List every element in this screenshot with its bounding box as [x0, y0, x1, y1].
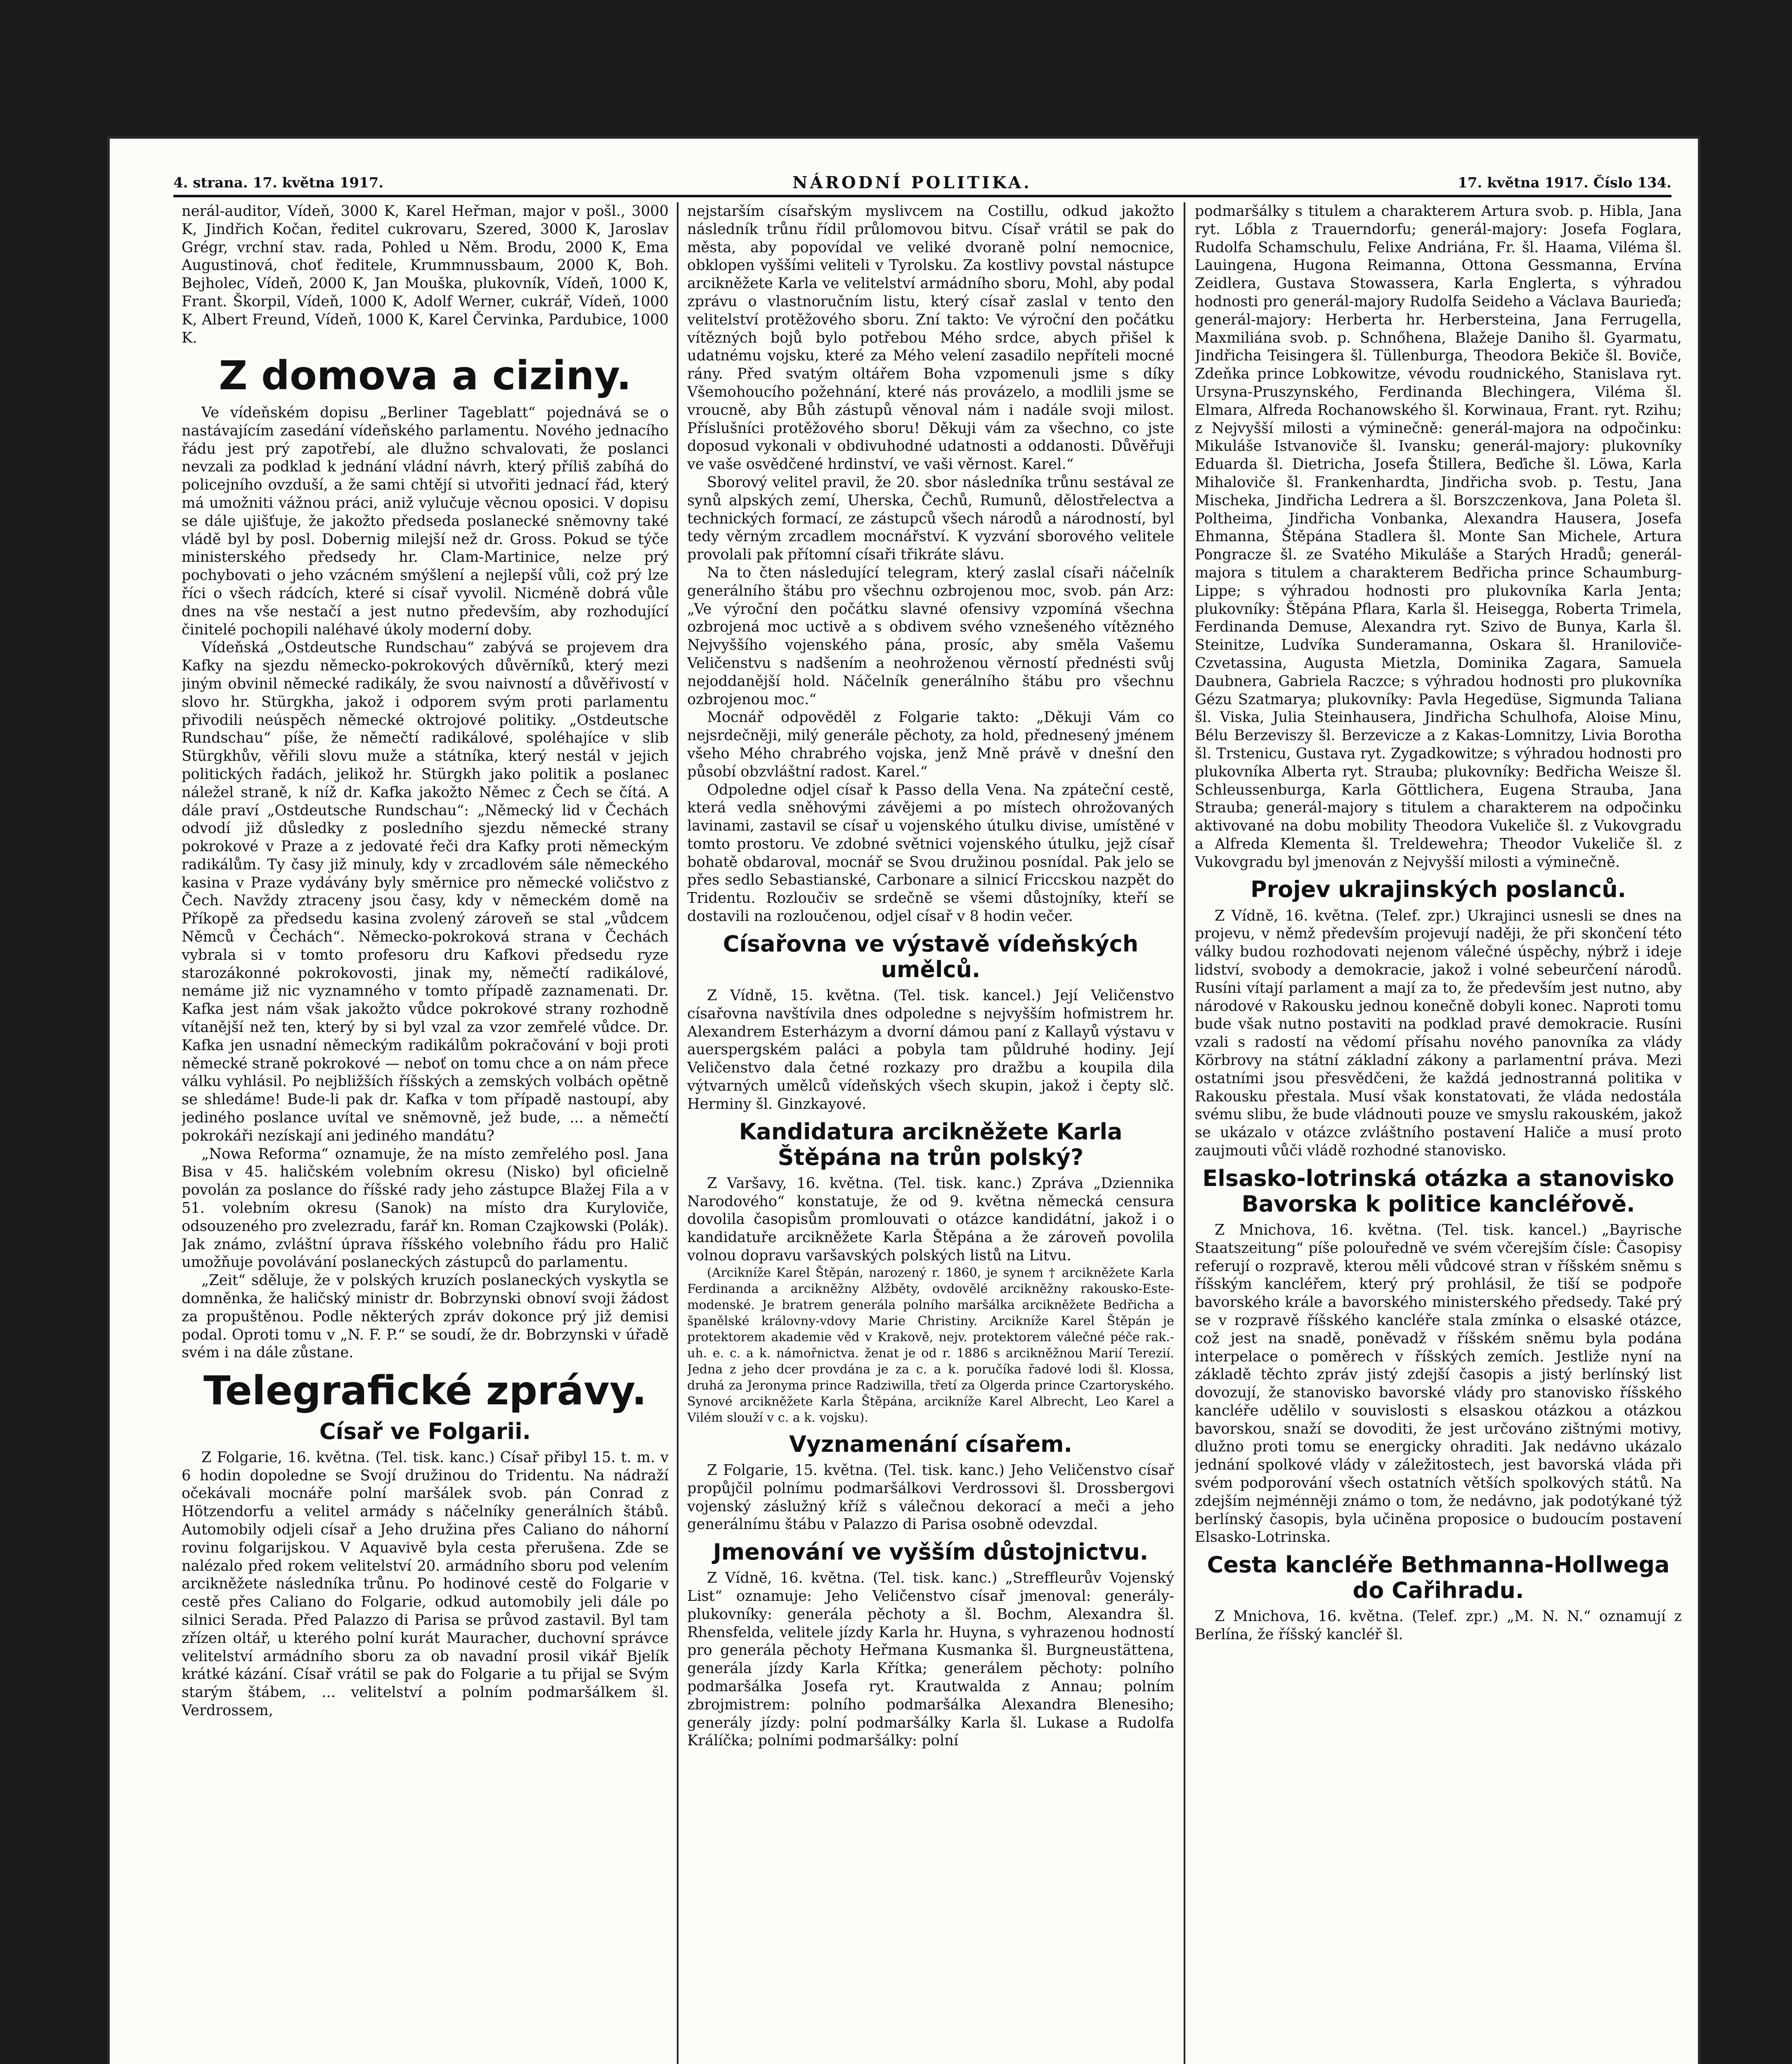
article-heading: Elsasko-lotrinská otázka a stanovisko Bavorska k politice kancléřově.	[1202, 1165, 1674, 1217]
header-right: 17. května 1917. Číslo 134.	[1458, 175, 1671, 191]
article-heading: Cesta kancléře Bethmanna-Hollwega do Cařihradu.	[1207, 1552, 1670, 1604]
paragraph: Mocnář odpověděl z Folgarie takto: „Děkuji Vám co nejsrdečněji, milý generále pěchoty, za hold, přednesený jménem všeho Mého chrabrého vojska, jenž Mně právě v dnešní den působí obzvláštní radost. Karel.“	[687, 709, 1174, 780]
section-heading: Telegrafické zprávy.	[203, 1368, 647, 1414]
paragraph: Z Mnichova, 16. května. (Tel. tisk. kancel.) „Bayrische Staatszeitung“ píše polouředně ve svém včerejším čísle: Časopisy referují o rozpravě, kterou měli vůdcové stran v říšském sněmu s říšským kancléřem, který prý prohlásil, že tiší se podpoře bavorského krále a bavorského ministerského předsedy. Také prý se v rozpravě říšského kancléře stala zmínka o elsaské otázce, což jest na snadě, poněvadž v říšském sněmu byla podána interpelace o poměrech v říšských zemích. Jestliže nyní na základě těchto zpráv jistý zdejší časopis a jistý berlínský list dovozují, že stanovisko bavorské vlády pro stanovisko říšského kancléře udělilo v souvislosti s elsaskou otázkou a otázkou bavorskou, snaží se dovoditi, že jest určováno zištnými motivy, dlužno proti tomu se energicky ohraditi. Jak nedávno ukázalo jednání spolkové vlády v záležitostech, jest bavorská vláda při svém podporování všech ostatních větších spolkových států. Na zdejším nejménněji známo o tom, že nedávno, jak podotýkané týž berlínský časopis, byla učiněna proposice o budoucím postavení Elsasko-Lotrinska.	[1195, 1221, 1682, 1546]
paragraph: nerál-auditor, Vídeň, 3000 K, Karel Heřman, major v pošl., 3000 K, Jindřich Kočan, ředitel cukrovaru, Szered, 3000 K, Jaroslav Grégr, vrchní stav. rada, Pohled u Něm. Brodu, 2000 K, Ema Augustinová, choť ředitele, Krummnussbaum, 2000 K, Boh. Bejholec, Vídeň, 2000 K, Jan Mouška, plukovník, Vídeň, 1000 K, Frant. Škorpil, Vídeň, 1000 K, Adolf Werner, cukrář, Vídeň, 1000 K, Albert Freund, Vídeň, 1000 K, Karel Červinka, Pardubice, 1000 K.	[182, 203, 669, 346]
paragraph: Z Vídně, 16. května. (Telef. zpr.) Ukrajinci usnesli se dnes na projevu, v němž především projevují naději, že při skončení této války budou rozhodovati nejenom válečné úspěchy, nýbrž i ideje lidství, svobody a demokracie, jakož i volné sebeurčení národů. Rusíni vítají parlament a mají za to, že především jest nutno, aby národové v Rakousku jednou konečně dobyli konec. Naproti tomu bude však nutno postaviti na podklad pravé demokracie. Rusíni vzali s radostí na vědomí přísahu nového panovníka za vlády Körbrovy na státní základní zákony a parlamentní práva. Mezi ostatními jsou přesvědčeni, že každá jednostranná politika v Rakousku přestala. Musí však konstatovati, že vláda nedostála svému slibu, že bude vládnouti pouze ve smyslu rakouském, jakož se ukázalo v otázce zvláštního postavení Haliče a musí proto zaujmouti vůči vládě rozhodné stanovisko.	[1195, 907, 1682, 1159]
header-masthead: NÁRODNÍ POLITIKA.	[792, 173, 1032, 192]
header-left: 4. strana. 17. května 1917.	[173, 175, 384, 191]
column-3	[1195, 202, 1682, 2064]
article-heading: Jmenování ve vyšším důstojnictvu.	[713, 1539, 1149, 1565]
paragraph: Sborový velitel pravil, že 20. sbor následníka trůnu sestával ze synů alpských zemí, Uherska, Čechů, Rumunů, dělostřelectva a technických formací, ze zástupců všech národů a národností, byl tedy věrným zrcadlem mocnářství. K vyzvání sborového velitele provolali pak přítomní císaři třikráte slávu.	[687, 473, 1174, 563]
paragraph: „Zeit“ sděluje, že v polských kruzích poslaneckých vyskytla se domněnka, že haličský ministr dr. Bobrzynski obnoví svoji žádost za propuštěnou. Podle některých zpráv dokonce prý již demisi podal. Oproti tomu v „N. F. P.“ se soudí, že dr. Bobrzynski v úřadě svém i na dále zůstane.	[182, 1272, 669, 1361]
article-heading: Císař ve Folgarii.	[319, 1418, 531, 1444]
column-divider	[1184, 202, 1185, 2064]
paragraph: Z Folgarie, 15. května. (Tel. tisk. kanc.) Jeho Veličenstvo císař propůjčil polnímu podmaršálkovi Verdrossovi šl. Drossbergovi vojenský záslužný kříž s válečnou dekorací a meči a jeho generálnímu štábu v Palazzo di Parisa osobně odevzdal.	[687, 1461, 1174, 1533]
paragraph: Ve vídeňském dopisu „Berliner Tageblatt“ pojednává se o nastávajícím zasedání vídeňského parlamentu. Nového jednacího řádu jest prý zapotřebí, ale dlužno schvalovati, že poslanci nevzali za podklad k jednání vládní návrh, který příliš zabíhá do policejního ovzduší, a že sami chtějí si utvořiti jednací řád, který má umožniti vážnou práci, aniž vylučuje věcnou oposici. V dopisu se dále ujišťuje, že jakožto předseda poslanecké sněmovny také vládě byl by posl. Dobernig milejší než dr. Gross. Pokud se týče ministerského předsedy hr. Clam-Martinice, nelze prý pochybovati o jeho vzácném smýšlení a nejlepší vůli, což prý lze říci o všech rádcích, které si císař vyvolil. Nicméně dobrá vůle dnes na vše nestačí a jest nutno především, aby rozhodující činitelé pochopili naléhavé úkoly moderní doby.	[182, 404, 669, 638]
paragraph: „Nowa Reforma“ oznamuje, že na místo zemřelého posl. Jana Bisa v 45. haličském volebním okresu (Nisko) byl oficielně povolán za poslance do říšské rady jeho zástupce Blažej Fila a v 51. volebním okresu (Sanok) na místo dra Kuryloviče, odsouzeného pro zvelezradu, farář kn. Roman Czajkowski (Polák). Jak známo, zvláštní úprava říšského volebního řádu pro Halič umožňuje povolávání poslaneckých zástupců do parlamentu.	[182, 1145, 669, 1271]
article-heading: Vyznamenání císařem.	[789, 1431, 1072, 1457]
column-2	[687, 202, 1174, 2064]
paragraph: Z Varšavy, 16. května. (Tel. tisk. kanc.) Zpráva „Dziennika Narodového“ konstatuje, že od 9. května německá censura dovolila časopisům promlouvati o otázce kandidátní, jakož i o kandidatuře arcikněžete Karla Štěpána a že zároveň povolila volnou dopravu varšavských polských listů na Litvu.	[687, 1174, 1174, 1264]
paragraph: nejstarším císařským myslivcem na Costillu, odkud jakožto následník trůnu řídil průlomovou bitvu. Císař vrátil se pak do města, aby popovídal ve veliké dvoraně polní nemocnice, obklopen vyššími veliteli v Tyrolsku. Za kostlivy povstal nástupce arcikněžete Karla ve velitelství armádního sboru, Mohl, aby podal zprávu o vlastnoručním listu, který císař zaslal v tento den velitelství protěžového sboru. Zní takto: Ve výroční den počátku vítězných bojů bylo potřebou Mého srdce, abych přišel k udatnému vojsku, které za Mého velení zasadilo nepříteli mocné rány. Před svatým oltářem Boha vzpomenuli jsme s díky Všemohoucího požehnání, které nás provázelo, a modlili jsme se vroucně, aby Bůh zástupů věnoval nám i nadále svoji milost. Příslušníci protěžového sboru! Děkuji vám za všechno, co jste doposud vykonali v obdivuhodné udatnosti a oddanosti. Důvěřuji ve vaše osvědčené hrdinství, ve vaši věrnost. Karel.“	[687, 203, 1174, 473]
article-heading: Kandidatura arcikněžete Karla Štěpána na trůn polský?	[739, 1118, 1123, 1170]
paragraph: Odpoledne odjel císař k Passo della Vena. Na zpáteční cestě, která vedla sněhovými závějemi a po místech ohrožovaných lavinami, zastavil se císař u vojenského útulku divise, umístěné v tomto prostoru. Ve zdobné světnici vojenského útulku, jejž císař bohatě obdaroval, mocnář se Svou družinou posnídal. Pak jelo se přes sedlo Sebastianské, Carbonare a silnicí Friccskou nazpět do Tridentu. Rozloučiv se srdečně se všemi důstojníky, kteří se dostavili na rozloučenou, odjel císař v 8 hodin večer.	[687, 781, 1174, 925]
page-header	[173, 171, 1671, 196]
article-heading: Císařovna ve výstavě vídeňských umělců.	[723, 930, 1139, 982]
section-heading: Z domova a ciziny.	[219, 353, 631, 399]
column-1	[182, 202, 669, 2064]
paragraph: Z Mnichova, 16. května. (Telef. zpr.) „M. N. N.“ oznamují z Berlína, že říšský kancléř šl.	[1195, 1608, 1682, 1643]
header-rule	[173, 195, 1671, 197]
column-divider	[677, 202, 679, 2064]
paragraph: Na to čten následující telegram, který zaslal císaři náčelník generálního štábu pro všechnu ozbrojenou moc, svob. pán Arz: „Ve výroční den počátku slavné ofensivy vzpomíná všechna ozbrojená moc uctivě a s obdivem svého vznešeného vítězného Nejvyššího vojenského pána, prosíc, aby směla Vašemu Veličenstvu s nadšením a neohroženou věrností přednésti svůj nejoddanější hold. Náčelník generálního štábu pro všechnu ozbrojenou moc.“	[687, 564, 1174, 708]
paragraph: podmaršálky s titulem a charakterem Artura svob. p. Hibla, Jana ryt. Lőbla z Trauerndorfu; generál-majory: Josefa Foglara, Rudolfa Schamschulu, Felixe Andriána, Fr. šl. Haama, Viléma šl. Lauingena, Hugona Reimanna, Ottona Gessmanna, Ervína Zeidlera, Gustava Stowassera, Karla Englerta, s výhradou hodnosti pro generál-majory Rudolfa Seideho a Václava Baurieďa; generál-majory: Herberta hr. Herbersteina, Jana Ferrugella, Maxmiliána svob. p. Schnőhena, Blažeje Daniho šl. Gyarmatu, Jindřicha Teisingera šl. Tüllenburga, Theodora Bekiče šl. Boviče, Zdeňka prince Lobkowitze, vévodu roudnického, Stanislava ryt. Ursyna-Pruszynského, Ferdinanda Blechingera, Viléma šl. Elmara, Alfreda Rochanowského šl. Korwinaua, Frant. ryt. Rzihu; z Nejvyšší milosti a výminečně: generál-majora na odpočinku: Mikuláše Istvanoviče šl. Ivansku; generál-majory: plukovníky Eduarda šl. Dietricha, Josefa Štillera, Beďiche šl. Löwa, Karla Mihaloviče šl. Frankenhardta, Jindřicha svob. p. Testu, Jana Mischeka, Jindřicha Ledrera a šl. Borszczenkova, Jana Poleta šl. Poltheima, Jindřicha Vonbanka, Alexandra Hausera, Josefa Ehmanna, Štěpána Stadlera šl. Monte San Michele, Artura Pongracze šl. ze Svatého Mikuláše a Starých Hradů; generál-majora s titulem a charakterem Bedřicha prince Schaumburg-Lippe; s výhradou hodnosti pro plukovníka Karla Jenta; plukovníky: Štěpána Pflara, Karla šl. Heisegga, Roberta Trimela, Ferdinanda Demuse, Alexandra ryt. Szivo de Bunya, Karla šl. Steinitze, Ludvíka Sunderamanna, Oskara šl. Hraniloviče-Czvetassina, Augusta Mietzla, Dominika Zagara, Samuela Daubnera, Gabriela Raczce; s výhradou hodnosti pro plukovníka Gézu Szatmarya; plukovníky: Pavla Hegedüse, Sigmunda Taliana šl. Viska, Julia Steinhausera, Jindřicha Schulhofa, Aloise Minu, Bélu Berzeviszy šl. Berzevicze a z Kakas-Lomnitzy, Livia Borotha šl. Trstenicu, Gustava ryt. Zygadkowitze; s výhradou hodnosti pro plukovníka Alberta ryt. Strauba; plukovníky: Bedřicha Weisze šl. Schleussenburga, Karla Göttlichera, Eugena Strauba, Jana Strauba; generál-majory s titulem a charakterem na odpočinku aktivované na dobu mobility Theodora Vukeliče šl. z Vukovgradu a Alfreda Klementa šl. Treldewehra; Theodor Vukeliče šl. z Vukovgradu byl jmenován z Nejvyšší milosti a výminečně.	[1195, 203, 1682, 871]
paragraph-note: (Arcikníže Karel Štěpán, narozený r. 1860, je synem † arcikněžete Karla Ferdinanda a arcikněžny Alžběty, ovdovělé arcikněžny rakousko-Este-modenské. Je bratrem generála polního maršálka arcikněžete Bedřicha a španělské královny-vdovy Marie Christiny. Arcikníže Karel Štěpán je protektorem akademie věd v Krakově, nejv. protektorem válečné péče rak.-uh. e. c. a k. námořnictva. ženat je od r. 1886 s arcikněžnou Marií Terezií. Jedna z jeho dcer provdána je za c. a k. poručíka řadové lodi šl. Klossa, druhá za Jeronyma prince Radziwilla, třetí za Olgerda prince Czartoryského. Synové arcikněžete Karla Štěpána, arcikníže Karel Albrecht, Leo Karel a Vilém slouží v c. a k. vojsku).	[687, 1265, 1174, 1425]
paragraph: Z Vídně, 15. května. (Tel. tisk. kancel.) Její Veličenstvo císařovna navštívila dnes odpoledne s nejvyšším hofmistrem hr. Alexandrem Esterházym a dvorní dámou paní z Kallayů výstavu v auerspergském paláci a pobyla tam půldruhé hodiny. Její Veličenstvo dala četné rozkazy pro dražbu a koupila dila výtvarných umělců vídeňských všech skupin, jakož i čepty slč. Herminy šl. Ginzkayové.	[687, 987, 1174, 1112]
article-heading: Projev ukrajinských poslanců.	[1250, 876, 1627, 903]
paragraph: Vídeňská „Ostdeutsche Rundschau“ zabývá se projevem dra Kafky na sjezdu německo-pokrokových důvěrníků, který mezi jiným obvinil německé radikály, že svou naivností a důvěřivostí v slovo hr. Stürgkha, jakož i odporem svým proti parlamentu přivodili neúspěch německé oktrojové politiky. „Ostdeutsche Rundschau“ píše, že němečtí radikálové, spoléhajíce v slib Stürgkhův, věřili slovu muže a státníka, který nestál v jejich politických řadách, jelikož hr. Stürgkh jako politik a poslanec náležel straně, k níž dr. Kafka jakožto Němec z Čech se čítá. A dále praví „Ostdeutsche Rundschau“: „Německý lid v Čechách odvodí již důsledky z posledního sjezdu německé strany pokrokové v Praze a z jedovaté řeči dra Kafky proti německým radikálům. Ty časy již minuly, kdy v zrcadlovém sále německého kasina v Praze vydávány byly směrnice pro německé voličstvo z Čech. Navždy ztraceny jsou časy, kdy v německém domě na Příkopě za předsedu kasina zvolený zároveň se stal „vůdcem Němců v Čechách“. Německo-pokroková strana v Čechách vybrala si v tomto profesoru dru Kafkovi předsedu ryze starozákonné pokrokovosti, jinak my, němečtí radikálové, nemáme již nic vyznamného v tomto případě zaznamenati. Dr. Kafka jest nám však jakožto vůdce pokrokové strany rozhodně vítanější než ten, který by si byl vzal za vzor zemřelé vůdce. Dr. Kafka jen usnadní německým radikálům pokračování v boji proti německé straně pokrokové — neboť on tomu chce a on nám přece válku vyhlásil. Po nejbližších říšských a zemských volbách opětně se shledáme! Bude-li pak dr. Kafka v tom případě nastoupí, aby jediného poslance uvítal ve sněmovně, jež bude, ... a němečtí pokrokáři nezískají ani jediného mandátu?	[182, 639, 669, 1144]
paragraph: Z Vídně, 16. května. (Tel. tisk. kanc.) „Streffleurův Vojenský List“ oznamuje: Jeho Veličenstvo císař jmenoval: generály-plukovníky: generála pěchoty a šl. Bochm, Alexandra šl. Rhensfelda, velitele jízdy Karla hr. Huyna, s vyhrazenou hodností pro generála pěchoty Heřmana Kusmanka šl. Burgneustättena, generála jízdy Karla Křítka; generálem pěchoty: polního podmaršálka Josefa ryt. Krautwalda z Annau; polním zbrojmistrem: polního podmaršálka Alexandra Blenesiho; generály jízdy: polní podmaršálky Karla šl. Lukase a Rudolfa Králíčka; polními podmaršálky: polní	[687, 1569, 1174, 1749]
paragraph: Z Folgarie, 16. května. (Tel. tisk. kanc.) Císař přibyl 15. t. m. v 6 hodin dopoledne se Svojí družinou do Tridentu. Na nádraží očekávali mocnáře polní maršálek svob. pán Conrad z Hötzendorfu a velitel armády s náčelníky generálních štábů. Automobily odjeli císař a Jeho družina přes Caliano do náhorní rovinu folgarijskou. V Aquavivě byla cesta přerušena. Zde se nalézalo před rokem velitelství 20. armádního sboru pod velením arcikněžete následníka trůnu. Po hodinové cestě do Folgarie v cestě přes Caliano do Folgarie, odkud automobily jeli dále po silnici Serada. Před Palazzo di Parisa se průvod zastavil. Byl tam zřízen oltář, u kterého polní kurát Mauracher, duchovní správce velitelství armádního sboru za ob navadní prosil vikář Bjelík krátké kázání. Císař vrátil se pak do Folgarie a tu přijal se Svým starým štábem, ... velitelství a polním podmaršálkem šl. Verdrossem,	[182, 1449, 669, 1719]
